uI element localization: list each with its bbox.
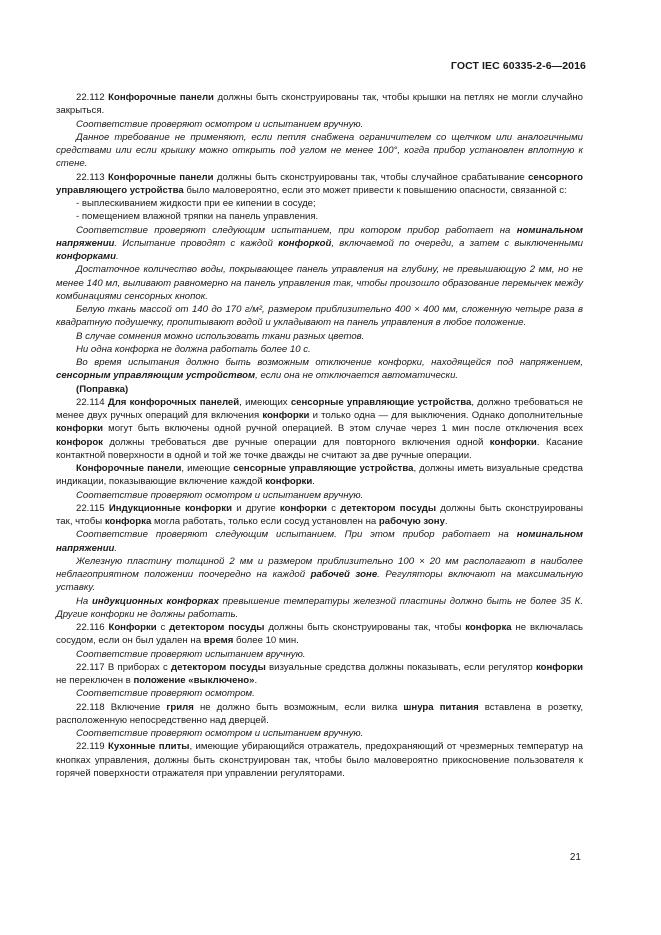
defined-term: номинальном напряжении — [56, 529, 583, 554]
text-run: Соответствие проверяют осмотром. — [76, 688, 255, 700]
test-note-paragraph — [56, 330, 583, 343]
defined-term: конфорок — [56, 436, 103, 448]
defined-term: детектором посуды — [169, 622, 265, 633]
defined-term: гриля — [166, 701, 194, 713]
document-standard-id: ГОСТ IEC 60335-2-6—2016 — [450, 60, 586, 72]
defined-term: конфорки — [279, 502, 327, 514]
test-note-paragraph — [56, 555, 583, 595]
text-run: должны быть сконструированы так, чтобы — [264, 622, 466, 633]
defined-term: (Поправка) — [76, 383, 129, 395]
text-run: должны быть сконструированы так, чтобы крышки на петлях не могли случайно закрыться. — [56, 92, 583, 117]
text-run: и другие — [231, 502, 280, 514]
clause-paragraph — [56, 661, 583, 688]
defined-term: Конфорочные панели — [108, 92, 214, 103]
test-note-paragraph — [56, 356, 583, 383]
test-note-paragraph — [56, 131, 583, 171]
defined-term: конфоркой — [278, 237, 332, 249]
defined-term: рабочую зону — [378, 516, 445, 527]
clause-paragraph — [56, 740, 583, 780]
text-run: не включалась сосудом, если он был удален на — [56, 622, 584, 647]
test-note-paragraph — [56, 343, 583, 356]
text-run: , имеющих — [239, 396, 291, 408]
text-run: 22.114 — [76, 396, 108, 408]
test-note-paragraph — [56, 687, 583, 700]
clause-paragraph — [56, 462, 583, 489]
defined-term: сенсорные управляющие устройства — [233, 463, 414, 474]
text-run: Соответствие проверяют следующим испытанием. При этом прибор работает на — [76, 529, 517, 541]
defined-term: конфорки — [262, 410, 310, 421]
defined-term: Конфорочные панели — [107, 171, 214, 183]
defined-term: номинальном напряжении — [56, 224, 583, 249]
clause-paragraph — [56, 621, 583, 648]
defined-term: Конфорки — [108, 622, 157, 633]
defined-term: конфорка — [465, 622, 512, 633]
text-run: , имеющие — [181, 463, 234, 474]
text-run: 22.118 Включение — [76, 701, 167, 713]
document-body — [56, 91, 583, 780]
text-run: было маловероятно, если это может привести к повышению опасности, связанной с: — [183, 184, 567, 196]
text-run: должны требоваться две ручные операции для повторного включения одной — [102, 436, 490, 448]
clause-paragraph — [56, 396, 583, 462]
defined-term: положение «выключено» — [133, 675, 255, 686]
test-note-paragraph — [56, 648, 583, 661]
defined-term: рабочей зоне — [310, 569, 378, 580]
defined-term: Для конфорочных панелей — [107, 396, 240, 408]
text-run: . — [254, 675, 258, 686]
text-run: 22.119 — [76, 741, 109, 753]
text-run: не должно быть возможным, если вилка — [193, 701, 404, 713]
text-run: визуальные средства должны показывать, если регулятор — [265, 661, 536, 673]
text-run: с — [156, 622, 170, 633]
defined-term: Индукционные конфорки — [108, 502, 232, 514]
text-run: Достаточное количество воды, покрывающее панель управления на глубину, не превышающую 2 мм, но не менее 140 мл, выливают равномерно на панель управления так, чтобы произошло образование перемычек между комбинациями сенсорных кнопок. — [56, 264, 583, 302]
text-run: На — [76, 595, 92, 607]
text-run: , должны иметь визуальные средства индикации, показывающие включение каждой — [56, 463, 583, 488]
text-run: . Касание контактной поверхности в одной и той же точке дважды не считают за две ручные операции. — [56, 436, 583, 461]
text-run: , если она не отключается автоматически. — [255, 370, 459, 382]
test-note-paragraph — [56, 528, 583, 555]
test-note-paragraph — [56, 303, 583, 330]
defined-term: время — [203, 635, 234, 647]
text-run: более 10 мин. — [233, 635, 299, 647]
defined-term: Конфорочные панели — [76, 463, 182, 474]
text-run: 22.113 — [76, 171, 108, 183]
text-run: Данное требование не применяют, если петля снабжена ограничителем со щелчком или аналогичными средствами или если крышку можно открыть под углом не менее 100°, когда прибор установлен вплотную к стене. — [56, 131, 583, 170]
text-run: . Испытание проводят с каждой — [114, 237, 279, 249]
test-note-paragraph — [56, 727, 583, 740]
text-run: - выплескиванием жидкости при ее кипении в сосуде; — [76, 198, 316, 209]
text-run: 22.116 — [76, 622, 109, 633]
text-run: вставлена в розетку, расположенную непосредственно над дверцей. — [56, 701, 583, 726]
clause-paragraph — [56, 502, 583, 529]
text-run: должны быть сконструированы так, чтобы случайное срабатывание — [213, 171, 529, 183]
clause-paragraph — [56, 210, 583, 223]
clause-paragraph — [56, 701, 583, 728]
text-run: , включаемой по очереди, а затем с выключенными — [331, 237, 583, 249]
text-run: . — [444, 516, 448, 527]
text-run: могут быть включены одной ручной операцией. В этом случае через 1 мин после отключения всех — [103, 423, 583, 435]
text-run: с — [326, 502, 341, 514]
text-run: Ни одна конфорка не должна работать более 10 с. — [76, 343, 311, 355]
clause-paragraph — [56, 197, 583, 210]
text-run: Соответствие проверяют осмотром и испытанием вручную. — [76, 728, 364, 739]
clause-paragraph — [56, 171, 583, 198]
text-run: В случае сомнения можно использовать ткани разных цветов. — [76, 330, 365, 342]
text-run: Во время испытания должно быть возможным отключение конфорки, находящейся под напряжением, — [76, 357, 583, 368]
defined-term: сенсорного управляющего устройства — [56, 171, 584, 196]
page-number: 21 — [569, 851, 581, 863]
defined-term: конфорки — [265, 476, 313, 488]
defined-term: конфорка — [104, 516, 152, 527]
clause-paragraph — [56, 383, 583, 396]
text-run: превышение температуры железной пластины должно быть не более 35 К. Другие конфорки не должны работать. — [56, 595, 583, 620]
defined-term: сенсорным управляющим устройством — [56, 370, 256, 382]
text-run: . — [116, 251, 119, 262]
defined-term: конфорки — [56, 423, 104, 435]
defined-term: конфорками — [56, 251, 116, 262]
text-run: 22.112 — [76, 92, 109, 103]
text-run: Соответствие проверяют испытанием вручную. — [76, 648, 306, 660]
text-run: . — [114, 542, 118, 554]
text-run: должны быть сконструированы так, чтобы — [56, 502, 584, 527]
test-note-paragraph — [56, 489, 583, 502]
defined-term: конфорки — [535, 661, 583, 673]
text-run: Соответствие проверяют следующим испытанием, при котором прибор работает на — [76, 224, 517, 236]
defined-term: индукционных конфорках — [91, 595, 219, 607]
defined-term: сенсорные управляющие устройства — [290, 396, 472, 408]
text-run: Железную пластину толщиной 2 мм и размером приблизительно 100 × 20 мм располагают в наиболее неблагоприятном положении поочередно на каждой — [56, 555, 583, 580]
text-run: , должно требоваться не менее двух ручных операций для включения — [56, 396, 584, 421]
defined-term: шнура питания — [403, 701, 479, 713]
clause-paragraph — [56, 91, 583, 118]
defined-term: детектором посуды — [171, 661, 266, 673]
text-run: могла работать, только если сосуд установлен на — [151, 516, 379, 527]
text-run: - помещением влажной тряпки на панель управления. — [76, 211, 319, 223]
test-note-paragraph — [56, 595, 583, 622]
test-note-paragraph — [56, 224, 583, 264]
text-run: не переключен в — [56, 675, 134, 686]
text-run: , имеющие убирающийся отражатель, предохраняющий от чрезмерных температур на кнопках управления, должны быть сконструирован так, чтобы было маловероятно прикосновение пользователя к горячей поверхности отражателя при управлении регуляторами. — [56, 741, 584, 779]
text-run: 22.115 — [76, 502, 109, 514]
text-run: Соответствие проверяют осмотром и испытанием вручную. — [76, 118, 364, 130]
text-run: Белую ткань массой от 140 до 170 г/м², размером приблизительно 400 × 400 мм, сложенную четыре раза в квадратную подушечку, пропитывают водой и укладывают на панель управления в любое положение. — [56, 304, 583, 329]
text-run: . Регуляторы включают на максимальную уставку. — [56, 569, 583, 594]
text-run: и только одна — для выключения. Однако дополнительные — [309, 410, 584, 421]
defined-term: Кухонные плиты — [108, 741, 190, 753]
test-note-paragraph — [56, 118, 583, 131]
defined-term: конфорки — [489, 436, 537, 448]
text-run: 22.117 В приборах с — [76, 661, 172, 673]
text-run: . — [312, 476, 315, 488]
defined-term: детектором посуды — [340, 502, 437, 514]
text-run: Соответствие проверяют осмотром и испытанием вручную. — [76, 489, 364, 501]
test-note-paragraph — [56, 263, 583, 303]
